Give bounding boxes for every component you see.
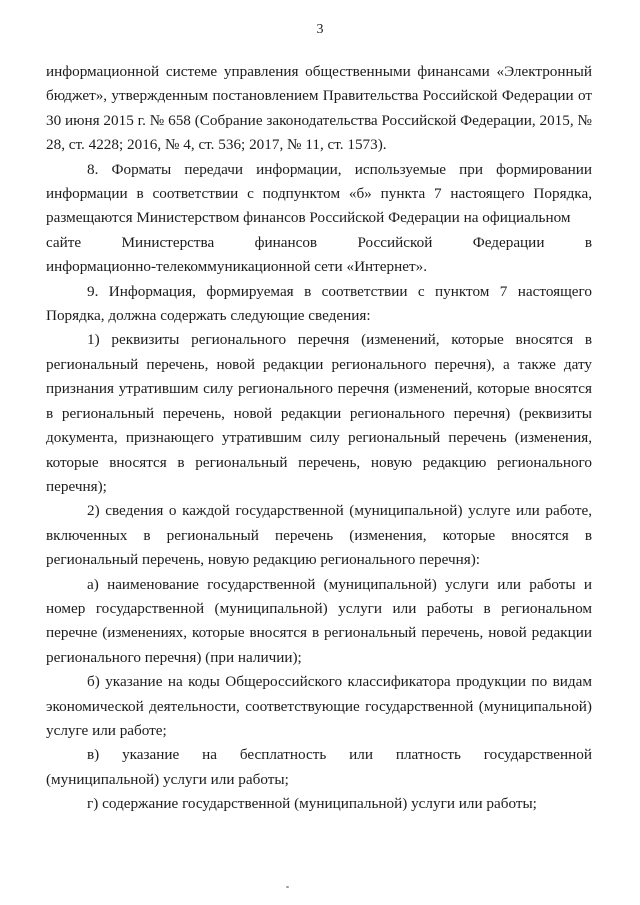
subitem-a: а) наименование государственной (муниципальной) услуги или работы и номер государственной (муниципальной) услуги или работы в региональном перечне (изменениях, которые вносятся в региональный перечень, новой редакции регионального перечня) (при наличии);: [46, 575, 592, 666]
subitem-b: б) указание на коды Общероссийского классификатора продукции по видам экономической деятельности, соответствующие государственной (муниципальной) услуге или работе;: [46, 673, 592, 739]
subitem-v: в) указание на бесплатность или платность государственной (муниципальной) услуги или работы;: [46, 746, 592, 788]
paragraph-item-8: 8. Форматы передачи информации, используемые при формировании информации в соответствии с подпунктом «б» пункта 7 настоящего Порядка, размещаются Министерством финансов Российской Федерации на официальном: [46, 160, 592, 227]
scan-speck: [286, 886, 289, 888]
paragraph-item-9: 9. Информация, формируемая в соответствии с пунктом 7 настоящего Порядка, должна содержать следующие сведения:: [46, 282, 592, 325]
page-number: 3: [316, 22, 324, 37]
paragraph-item-8-network-line: информационно-телекоммуникационной сети «Интернет».: [46, 258, 428, 276]
subitem-2: 2) сведения о каждой государственной (муниципальной) услуге или работе, включенных в региональный перечень (изменения, которые вносятся в региональный перечень, новую редакцию регионального перечня):: [46, 502, 592, 569]
document-body: [46, 60, 592, 817]
paragraph-continuation: информационной системе управления общественными финансами «Электронный бюджет», утвержденным постановлением Правительства Российской Федерации от 30 июня 2015 г. № 658 (Собрание законодательства Российской Федерации, 2015, № 28, ст. 4228; 2016, № 4, ст. 536; 2017, № 11, ст. 1573).: [46, 63, 592, 154]
subitem-g: г) содержание государственной (муниципальной) услуги или работы;: [87, 795, 537, 813]
paragraph-item-8-site-line: сайте Министерства финансов Российской Федерации в: [46, 233, 592, 251]
subitem-1: 1) реквизиты регионального перечня (изменений, которые вносятся в региональный перечень, новой редакции регионального перечня), а также дату признания утратившим силу регионального перечня (изменений, которые вносятся в региональный перечень, новой редакции регионального перечня) (реквизиты документа, признающего утратившим силу региональный перечень (изменения, которые вносятся в региональный перечень, новую редакцию регионального перечня);: [46, 331, 592, 495]
